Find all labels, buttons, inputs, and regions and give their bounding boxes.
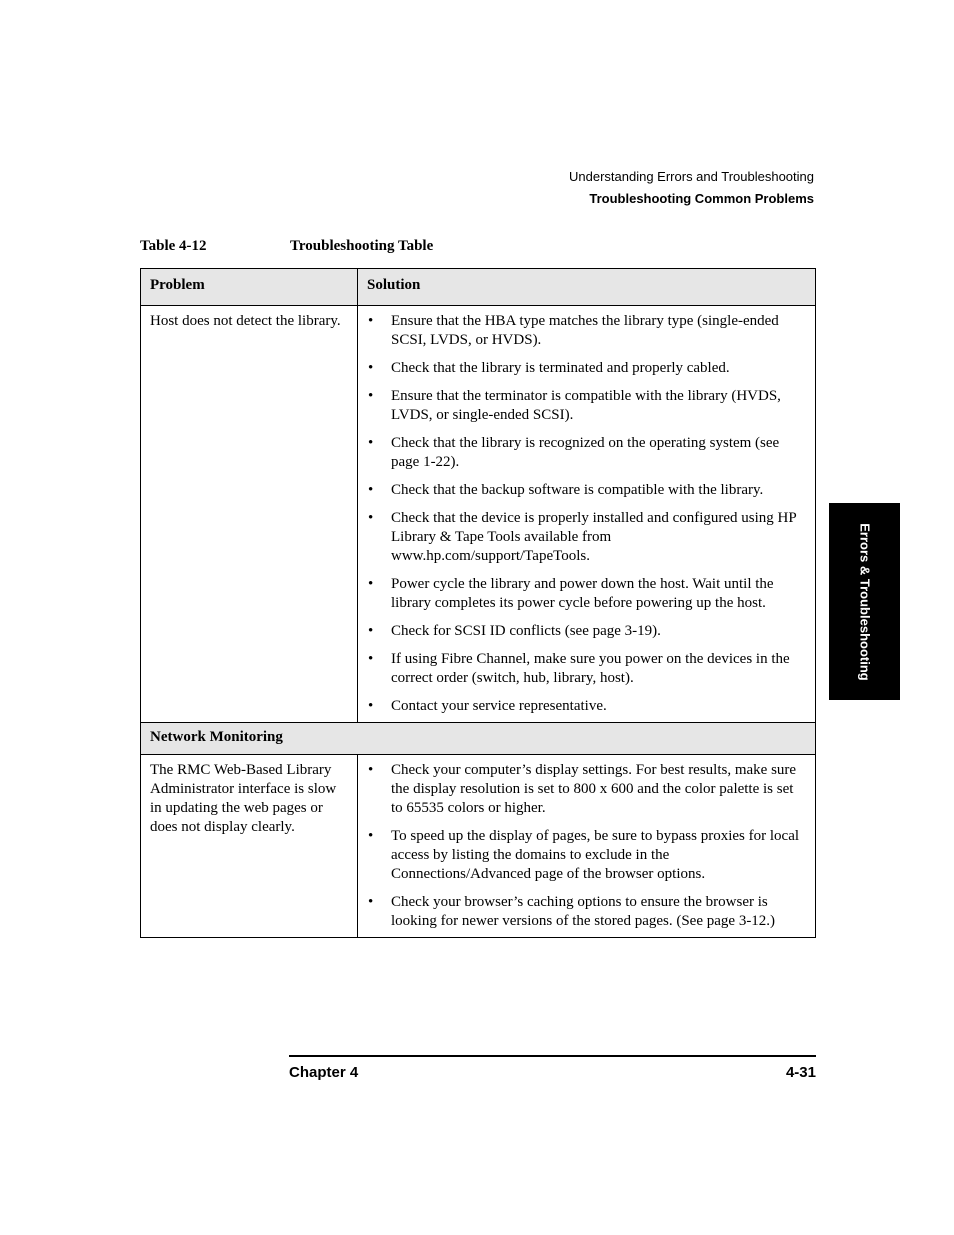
running-head-chapter-title: Understanding Errors and Troubleshooting [569, 169, 814, 184]
page-footer [289, 1064, 816, 1081]
footer-rule [289, 1055, 816, 1057]
solution-item: • Check your computer’s display settings. For best results, make sure the display resolution is set to 800 x 600 and the color palette is set to 65535 colors or higher. [367, 761, 806, 818]
solution-item: • Check that the library is terminated and properly cabled. [367, 359, 806, 378]
table-caption [140, 238, 433, 255]
solution-item: • Check for SCSI ID conflicts (see page 3-19). [367, 622, 806, 641]
running-head-section-title: Troubleshooting Common Problems [589, 191, 814, 206]
table-row [141, 306, 816, 723]
group-heading-row [141, 723, 816, 755]
solution-cell [358, 306, 816, 723]
solution-item: • Check your browser’s caching options to ensure the browser is looking for newer versions of the stored pages. (See page 3-12.) [367, 893, 806, 931]
table-number: Table 4-12 [140, 238, 207, 254]
solution-item: • Power cycle the library and power down the host. Wait until the library completes its power cycle before powering up the host. [367, 575, 806, 613]
solution-item: • Contact your service representative. [367, 697, 806, 716]
side-tab-label: Errors & Troubleshooting [857, 522, 872, 681]
problem-cell: The RMC Web-Based Library Administrator interface is slow in updating the web pages or does not display clearly. [141, 755, 358, 938]
chapter-side-tab [829, 503, 900, 700]
table-header-row [141, 269, 816, 306]
solution-item: • Ensure that the HBA type matches the library type (single-ended SCSI, LVDS, or HVDS). [367, 312, 806, 350]
solution-item: • Check that the backup software is compatible with the library. [367, 481, 806, 500]
troubleshooting-table [140, 268, 816, 938]
group-heading-network-monitoring: Network Monitoring [141, 723, 816, 755]
solution-column-header: Solution [358, 269, 816, 306]
solution-item: • If using Fibre Channel, make sure you power on the devices in the correct order (switch, hub, library, host). [367, 650, 806, 688]
table-title: Troubleshooting Table [290, 238, 434, 254]
solution-list [367, 312, 806, 716]
footer-page-number: 4-31 [785, 1064, 816, 1081]
solution-cell [358, 755, 816, 938]
solution-item: • Check that the device is properly installed and configured using HP Library & Tape Tools available from www.hp.com/support/TapeTools. [367, 509, 806, 566]
problem-column-header: Problem [141, 269, 358, 306]
running-head [569, 166, 814, 210]
problem-cell: Host does not detect the library. [141, 306, 358, 723]
solution-item: • Ensure that the terminator is compatible with the library (HVDS, LVDS, or single-ended SCSI). [367, 387, 806, 425]
solution-item: • To speed up the display of pages, be sure to bypass proxies for local access by listing the domains to exclude in the Connections/Advanced page of the browser options. [367, 827, 806, 884]
solution-list [367, 761, 806, 931]
solution-item: • Check that the library is recognized on the operating system (see page 1-22). [367, 434, 806, 472]
table-row [141, 755, 816, 938]
footer-chapter: Chapter 4 [289, 1064, 359, 1081]
